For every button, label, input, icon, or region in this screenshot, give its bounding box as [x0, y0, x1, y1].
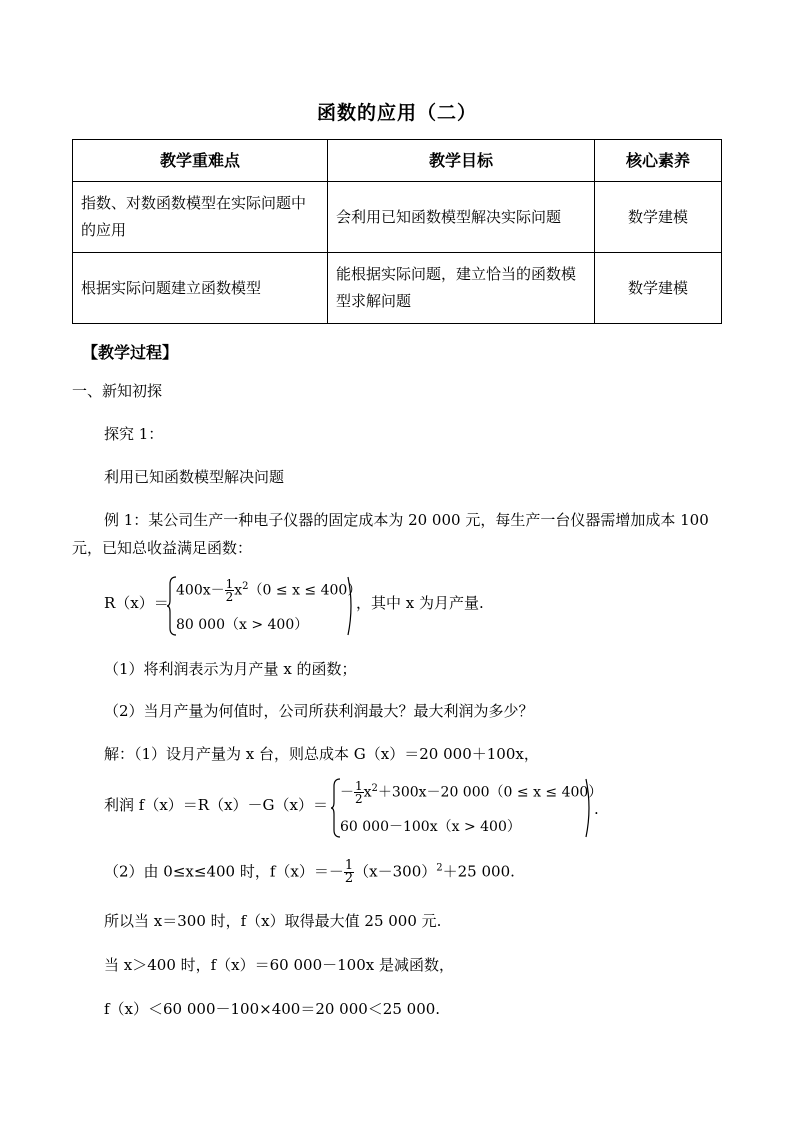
r-tail: ，其中 x 为月产量.: [356, 594, 484, 612]
table-header: 核心素养: [595, 140, 722, 182]
example-line: 元，已知总收益满足函数：: [72, 539, 253, 557]
question-1: （1）将利润表示为月产量 x 的函数；: [104, 660, 357, 678]
table-cell: 数学建模: [595, 253, 722, 324]
example-line: 例 1：某公司生产一种电子仪器的固定成本为 20 000 元，每生产一台仪器需增加成本 100: [104, 511, 709, 529]
solution-line: 当 x＞400 时，f（x）＝60 000－100x 是减函数，: [104, 956, 454, 974]
table-cell: 数学建模: [595, 182, 722, 253]
solution-line: （2）由 0≤x≤400 时，f（x）＝－ $\frac{1}{2}$ $(x-300)^2+25$ 000.: [104, 858, 515, 886]
section-heading: 【教学过程】: [82, 343, 179, 362]
sub-heading: 一、新知初探: [72, 382, 163, 400]
r-case-1: 400x－ $\frac{1}{2}$ $x^2(0 \le x \le 400)$: [176, 577, 362, 604]
table-cell: 根据实际问题建立函数模型: [73, 253, 328, 324]
table-row: [73, 253, 722, 324]
solution-line: 所以当 x＝300 时，f（x）取得最大值 25 000 元.: [104, 912, 442, 930]
profit-label: 利润 f（x）＝R（x）－G（x）＝: [104, 796, 328, 814]
r-case-2: 80 000（x > 400）: [176, 617, 309, 633]
document-title: 函数的应用（二）: [316, 102, 477, 124]
table-header: 教学重难点: [73, 140, 328, 182]
profit-tail: .: [594, 800, 599, 818]
right-paren-icon: [584, 778, 594, 838]
table-cell: 会利用已知函数模型解决实际问题: [328, 182, 595, 253]
table-row: [73, 182, 722, 253]
teaching-goals-table: [72, 139, 722, 324]
table-cell: 指数、对数函数模型在实际问题中的应用: [73, 182, 328, 253]
table-header-row: [73, 140, 722, 182]
explore-topic: 利用已知函数模型解决问题: [104, 468, 285, 486]
table-cell: 能根据实际问题，建立恰当的函数模型求解问题: [328, 253, 595, 324]
solution-line: f（x）＜60 000－100×400＝20 000＜25 000.: [104, 1000, 441, 1018]
solution-line: 解：（1）设月产量为 x 台，则总成本 G（x）＝20 000＋100x，: [104, 745, 539, 763]
table-header: 教学目标: [328, 140, 595, 182]
explore-label: 探究 1：: [104, 425, 164, 443]
profit-case-2: 60 000－100x（x > 400）: [340, 819, 521, 835]
question-2: （2）当月产量为何值时，公司所获利润最大？最大利润为多少？: [104, 702, 534, 720]
right-paren-icon: [346, 576, 356, 636]
profit-case-1: － $\frac{1}{2}$ $x^2+300x-20$ 000（0 ≤ x ≤ 400）: [340, 779, 603, 806]
r-label: R（x）＝: [104, 594, 169, 612]
